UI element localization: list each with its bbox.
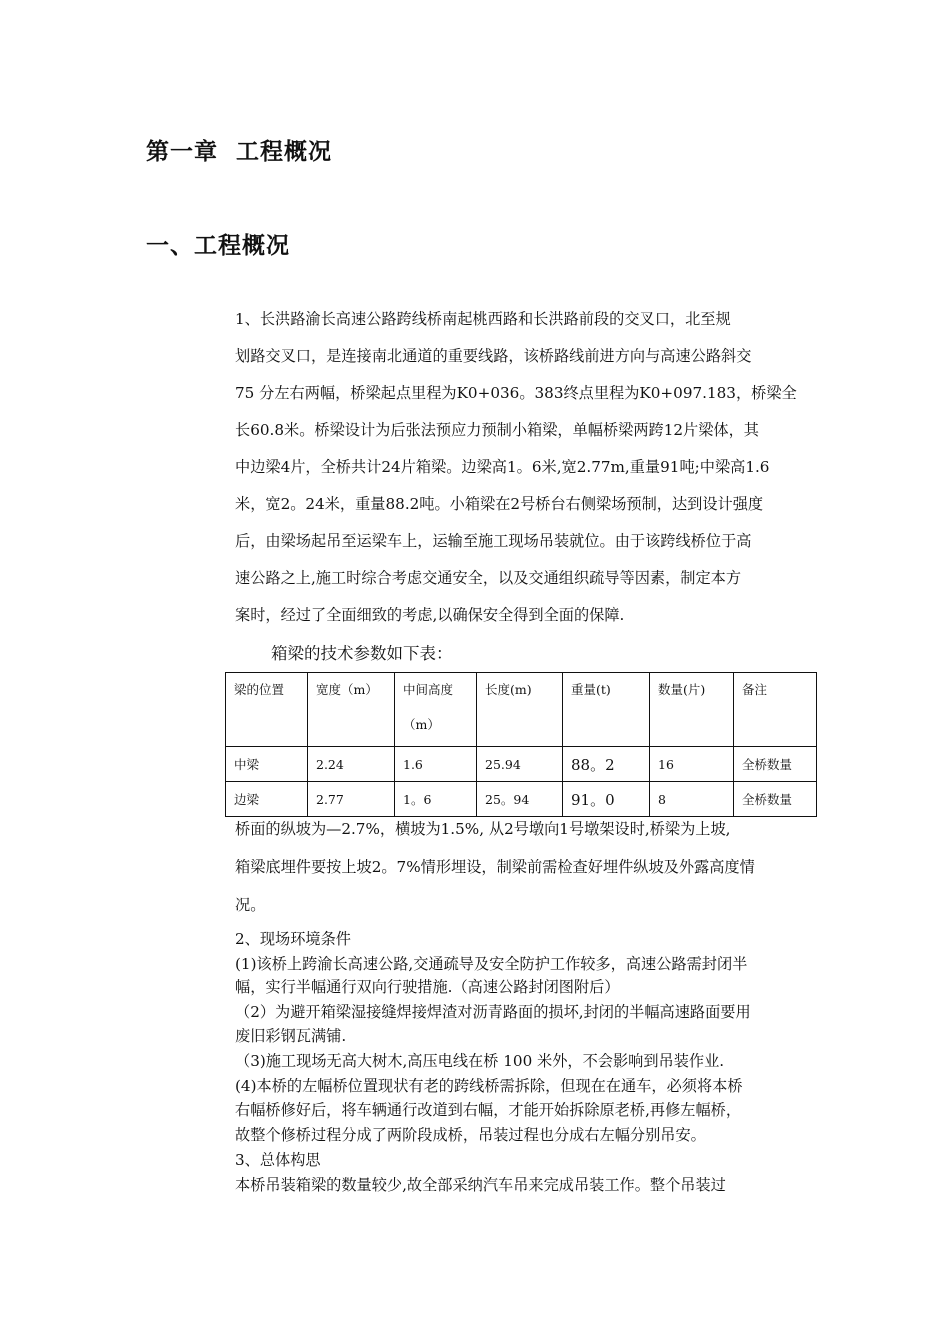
paragraph-line: 速公路之上,施工时综合考虑交通安全，以及交通组织疏导等因素，制定本方 (235, 569, 742, 587)
table-cell: 2.77 (308, 782, 395, 817)
paragraph-line: 右幅桥修好后，将车辆通行改道到右幅，才能开始拆除原老桥,再修左幅桥， (235, 1101, 742, 1119)
paragraph-line: 幅，实行半幅通行双向行驶措施.（高速公路封闭图附后） (235, 978, 620, 996)
paragraph-line: 本桥吊装箱梁的数量较少,故全部采纳汽车吊来完成吊装工作。整个吊装过 (235, 1176, 726, 1194)
table-header-cell: 宽度（m） (308, 673, 395, 747)
subsection-heading: 3、总体构思 (235, 1151, 321, 1169)
paragraph-line: (1)该桥上跨渝长高速公路,交通疏导及安全防护工作较多，高速公路需封闭半 (235, 955, 748, 973)
table-cell: 1。6 (395, 782, 477, 817)
table-cell: 16 (650, 747, 734, 782)
table-cell: 88。2 (563, 747, 650, 782)
table-cell: 25.94 (477, 747, 563, 782)
table-header-cell: 重量(t) (563, 673, 650, 747)
paragraph-line: 桥面的纵坡为—2.7%，横坡为1.5%, 从2号墩向1号墩架设时,桥梁为上坡, (235, 820, 731, 838)
table-header-cell (395, 673, 477, 747)
table-cell: 25。94 (477, 782, 563, 817)
paragraph-line: 废旧彩钢瓦满铺. (235, 1027, 347, 1045)
table-row (226, 747, 817, 782)
section-title: 一、工程概况 (146, 233, 290, 259)
paragraph-line: 况。 (235, 896, 266, 914)
table-caption: 箱梁的技术参数如下表： (271, 644, 453, 663)
table-row (226, 782, 817, 817)
paragraph-line: 75 分左右两幅，桥梁起点里程为K0+036。383终点里程为K0+097.183，桥梁全 (235, 384, 797, 402)
table-cell: 1.6 (395, 747, 477, 782)
paragraph-line: 长60.8米。桥梁设计为后张法预应力预制小箱梁，单幅桥梁两跨12片梁体，其 (235, 421, 759, 439)
table-cell: 2.24 (308, 747, 395, 782)
table-cell: 8 (650, 782, 734, 817)
paragraph-line: (4)本桥的左幅桥位置现状有老的跨线桥需拆除，但现在在通车，必须将本桥 (235, 1077, 743, 1095)
chapter-title: 第一章 工程概况 (146, 139, 333, 165)
table-cell: 全桥数量 (734, 747, 817, 782)
paragraph-line: 案时，经过了全面细致的考虑,以确保安全得到全面的保障. (235, 606, 625, 624)
table-header-cell: 数量(片) (650, 673, 734, 747)
table-cell: 91。0 (563, 782, 650, 817)
table-header-cell: 备注 (734, 673, 817, 747)
paragraph-line: 划路交叉口，是连接南北通道的重要线路，该桥路线前进方向与高速公路斜交 (235, 347, 752, 365)
table-cell: 全桥数量 (734, 782, 817, 817)
table-header-row (226, 673, 817, 747)
table-header-text: 中间高度 (403, 682, 454, 697)
table-cell: 边梁 (226, 782, 308, 817)
paragraph-line: （2）为避开箱梁湿接缝焊接焊渣对沥青路面的损坏,封闭的半幅高速路面要用 (235, 1003, 751, 1021)
paragraph-line: 后，由梁场起吊至运梁车上，运输至施工现场吊装就位。由于该跨线桥位于高 (235, 532, 752, 550)
paragraph-line: 1、长洪路渝长高速公路跨线桥南起桃西路和长洪路前段的交叉口，北至规 (235, 310, 731, 328)
table-header-cell: 梁的位置 (226, 673, 308, 747)
paragraph-line: （3)施工现场无高大树木,高压电线在桥 100 米外，不会影响到吊装作业. (235, 1052, 725, 1070)
subsection-heading: 2、现场环境条件 (235, 930, 351, 948)
table-header-unit: （m） (403, 717, 440, 732)
params-table (225, 672, 817, 817)
paragraph-line: 箱梁底埋件要按上坡2。7%情形埋设，制梁前需检查好埋件纵坡及外露高度情 (235, 858, 755, 876)
paragraph-line: 中边梁4片，全桥共计24片箱梁。边梁高1。6米,宽2.77m,重量91吨;中梁高1.6 (235, 458, 770, 476)
table-cell: 中梁 (226, 747, 308, 782)
paragraph-line: 米，宽2。24米，重量88.2吨。小箱梁在2号桥台右侧梁场预制，达到设计强度 (235, 495, 764, 513)
paragraph-line: 故整个修桥过程分成了两阶段成桥，吊装过程也分成右左幅分别吊安。 (235, 1126, 706, 1144)
table-header-cell: 长度(m) (477, 673, 563, 747)
